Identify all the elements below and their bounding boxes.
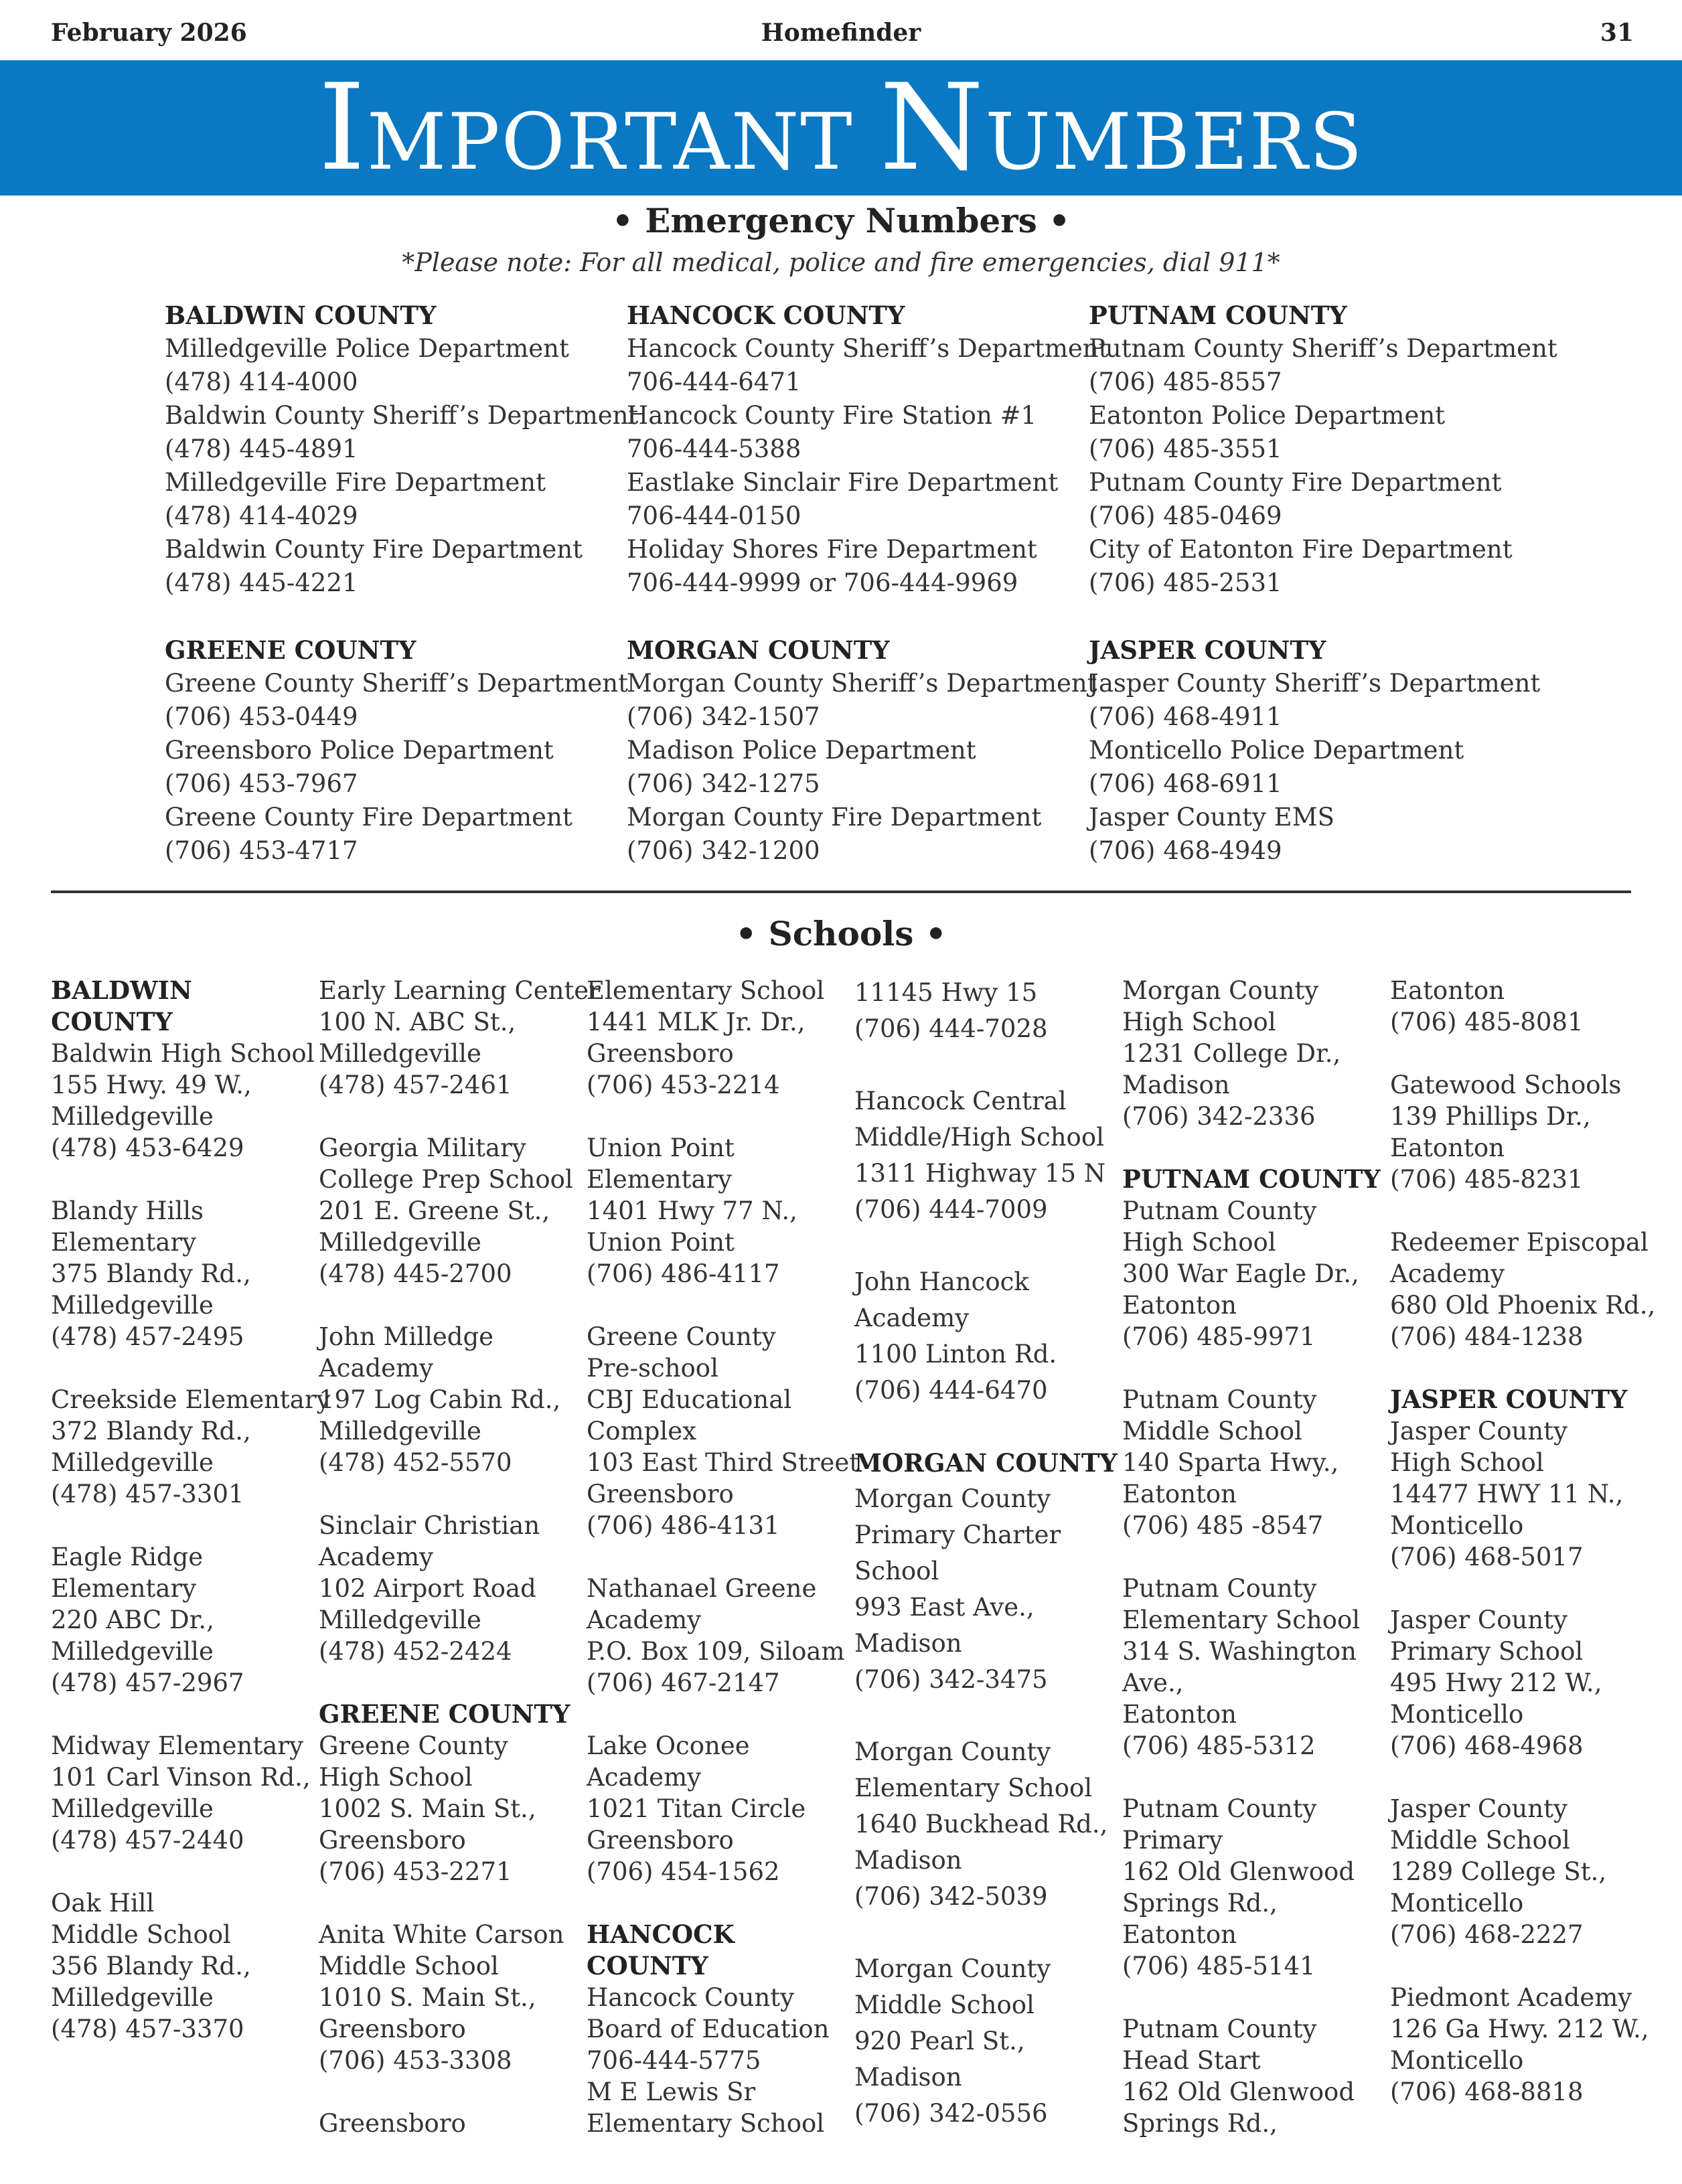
schools-column xyxy=(1390,975,1656,2108)
school-entry-line: Monticello xyxy=(1390,2046,1524,2075)
emergency-entry: Greensboro Police Department xyxy=(165,736,554,765)
school-entry-line: (706) 342-5039 xyxy=(854,1882,1048,1911)
school-entry-line: Greensboro xyxy=(587,1039,734,1068)
county-heading: BALDWIN COUNTY xyxy=(165,301,437,330)
school-entry-line: 680 Old Phoenix Rd., xyxy=(1390,1291,1656,1320)
school-entry-line: Academy xyxy=(1390,1259,1505,1288)
school-entry-line: Oak Hill xyxy=(51,1889,155,1918)
school-entry-line: Morgan County xyxy=(854,1484,1051,1513)
entry-spacer xyxy=(1122,1541,1383,1573)
school-entry-line: Primary xyxy=(1122,1826,1223,1855)
emergency-entry: Eatonton Police Department xyxy=(1089,401,1446,430)
issue-date: February 2026 xyxy=(51,19,247,47)
schools-column xyxy=(319,975,601,2139)
county-heading: COUNTY xyxy=(51,1007,173,1036)
school-entry-line: (706) 453-2214 xyxy=(587,1071,780,1099)
emergency-entry: (706) 453-0449 xyxy=(165,702,358,731)
school-entry-line: Greensboro xyxy=(319,2015,466,2043)
emergency-county-block xyxy=(1089,299,1557,600)
school-entry-line: (478) 452-5570 xyxy=(319,1448,512,1477)
school-entry-line: Primary School xyxy=(1390,1637,1584,1666)
entry-spacer xyxy=(51,1352,312,1384)
school-entry-line: School xyxy=(854,1557,939,1585)
school-entry-line: (478) 457-2440 xyxy=(51,1826,244,1855)
school-entry-line: Piedmont Academy xyxy=(1390,1983,1632,2012)
emergency-entry: Monticello Police Department xyxy=(1089,736,1464,765)
entry-spacer xyxy=(587,1541,848,1573)
school-entry-line: 162 Old Glenwood xyxy=(1122,2078,1355,2106)
school-entry-line: 220 ABC Dr., xyxy=(51,1606,214,1634)
school-entry-line: Complex xyxy=(587,1417,696,1446)
school-entry-line: 102 Airport Road xyxy=(319,1574,536,1603)
school-entry-line: Greensboro xyxy=(319,2109,466,2138)
entry-spacer xyxy=(854,1409,1116,1445)
emergency-county-block xyxy=(1089,633,1544,868)
entry-spacer xyxy=(319,1887,580,1919)
emergency-entry: (478) 414-4029 xyxy=(165,501,358,530)
school-entry-line: Milledgeville xyxy=(319,1417,481,1446)
emergency-entry: Greene County Fire Department xyxy=(165,803,572,832)
school-entry-line: (706) 485 -8547 xyxy=(1122,1511,1324,1540)
school-entry-line: 993 East Ave., xyxy=(854,1593,1035,1622)
emergency-entry: Eastlake Sinclair Fire Department xyxy=(627,468,1059,497)
school-entry-line: Elementary xyxy=(51,1574,197,1603)
school-entry-line: (706) 485-8231 xyxy=(1390,1165,1584,1194)
school-entry-line: 356 Blandy Rd., xyxy=(51,1952,251,1980)
school-entry-line: Academy xyxy=(319,1354,434,1383)
school-entry-line: (478) 457-2495 xyxy=(51,1322,244,1351)
school-entry-line: Middle School xyxy=(854,1991,1035,2019)
county-heading: PUTNAM COUNTY xyxy=(1089,301,1347,330)
school-entry-line: Springs Rd., xyxy=(1122,2109,1278,2138)
county-heading: GREENE COUNTY xyxy=(165,635,416,665)
entry-spacer xyxy=(854,1228,1116,1264)
school-entry-line: Milledgeville xyxy=(51,1637,214,1666)
emergency-entry: (706) 342-1507 xyxy=(627,702,820,731)
entry-spacer xyxy=(51,1510,312,1541)
school-entry-line: Milledgeville xyxy=(51,1102,214,1131)
emergency-county-block xyxy=(627,299,1109,600)
school-entry-line: (706) 468-5017 xyxy=(1390,1543,1584,1571)
title-banner xyxy=(0,60,1682,196)
school-entry-line: Middle School xyxy=(319,1952,499,1980)
school-entry-line: (478) 453-6429 xyxy=(51,1134,244,1162)
emergency-entry: 706-444-0150 xyxy=(627,501,801,530)
school-entry-line: Union Point xyxy=(587,1134,735,1162)
entry-spacer xyxy=(51,1856,312,1887)
school-entry-line: 201 E. Greene St., xyxy=(319,1196,550,1225)
school-entry-line: 1100 Linton Rd. xyxy=(854,1340,1057,1369)
schools-column xyxy=(854,975,1116,2132)
entry-spacer xyxy=(1122,1762,1383,1793)
school-entry-line: Elementary xyxy=(587,1165,733,1194)
school-entry-line: Middle School xyxy=(51,1920,231,1949)
school-entry-line: Nathanael Greene xyxy=(587,1574,817,1603)
emergency-entry: Jasper County EMS xyxy=(1089,803,1334,832)
entry-spacer xyxy=(854,1047,1116,1083)
school-entry-line: Pre-school xyxy=(587,1354,718,1383)
school-entry-line: (706) 454-1562 xyxy=(587,1857,780,1886)
school-entry-line: 1289 College St., xyxy=(1390,1857,1607,1886)
entry-spacer xyxy=(1390,1573,1651,1604)
school-entry-line: (706) 444-7028 xyxy=(854,1014,1048,1043)
school-entry-line: 706-444-5775 xyxy=(587,2046,761,2075)
school-entry-line: (706) 485-5312 xyxy=(1122,1731,1316,1760)
school-entry-line: 197 Log Cabin Rd., xyxy=(319,1385,561,1414)
emergency-entry: (706) 453-7967 xyxy=(165,769,358,798)
school-entry-line: 1401 Hwy 77 N., xyxy=(587,1196,797,1225)
entry-spacer xyxy=(1122,1132,1383,1164)
school-entry-line: Milledgeville xyxy=(319,1228,481,1257)
emergency-entry: (706) 485-2531 xyxy=(1089,568,1282,597)
school-entry-line: Academy xyxy=(587,1606,702,1634)
emergency-entry: Hancock County Fire Station #1 xyxy=(627,401,1037,430)
emergency-entry: (706) 485-3551 xyxy=(1089,435,1282,463)
school-entry-line: Sinclair Christian xyxy=(319,1511,540,1540)
school-entry-line: College Prep School xyxy=(319,1165,573,1194)
school-entry-line: 1002 S. Main St., xyxy=(319,1794,536,1823)
school-entry-line: High School xyxy=(1122,1008,1276,1036)
school-entry-line: Putnam County xyxy=(1122,2015,1317,2043)
county-heading: GREENE COUNTY xyxy=(319,1699,570,1729)
entry-spacer xyxy=(587,1699,848,1730)
school-entry-line: 372 Blandy Rd., xyxy=(51,1417,251,1446)
school-entry-line: Eatonton xyxy=(1122,1480,1237,1508)
school-entry-line: Monticello xyxy=(1390,1889,1524,1918)
school-entry-line: (706) 486-4131 xyxy=(587,1511,780,1540)
school-entry-line: John Hancock xyxy=(854,1267,1029,1296)
school-entry-line: (706) 342-3475 xyxy=(854,1665,1048,1694)
school-entry-line: 139 Phillips Dr., xyxy=(1390,1102,1591,1131)
school-entry-line: 140 Sparta Hwy., xyxy=(1122,1448,1339,1477)
school-entry-line: Georgia Military xyxy=(319,1134,526,1162)
school-entry-line: Monticello xyxy=(1390,1511,1524,1540)
county-heading: MORGAN COUNTY xyxy=(627,635,890,665)
school-entry-line: Academy xyxy=(587,1763,702,1792)
school-entry-line: 495 Hwy 212 W., xyxy=(1390,1668,1602,1697)
emergency-entry: 706-444-6471 xyxy=(627,368,801,396)
school-entry-line: (478) 457-2461 xyxy=(319,1071,512,1099)
entry-spacer xyxy=(854,1698,1116,1734)
county-heading: BALDWIN xyxy=(51,976,192,1005)
emergency-entry: (706) 468-4911 xyxy=(1089,702,1282,731)
school-entry-line: High School xyxy=(1390,1448,1544,1477)
emergency-entry: (706) 485-0469 xyxy=(1089,501,1282,530)
entry-spacer xyxy=(1122,1352,1383,1384)
emergency-note: *Please note: For all medical, police and fire emergencies, dial 911* xyxy=(402,248,1280,277)
school-entry-line: Putnam County xyxy=(1122,1574,1317,1603)
emergency-entry: (478) 414-4000 xyxy=(165,368,358,396)
school-entry-line: 101 Carl Vinson Rd., xyxy=(51,1763,311,1792)
school-entry-line: Madison xyxy=(854,2063,962,2092)
school-entry-line: 155 Hwy. 49 W., xyxy=(51,1071,252,1099)
school-entry-line: Jasper County xyxy=(1390,1606,1568,1634)
school-entry-line: Primary Charter xyxy=(854,1520,1061,1549)
school-entry-line: Academy xyxy=(319,1543,434,1571)
school-entry-line: Head Start xyxy=(1122,2046,1261,2075)
county-heading: JASPER COUNTY xyxy=(1089,635,1326,665)
school-entry-line: 11145 Hwy 15 xyxy=(854,978,1038,1007)
school-entry-line: Gatewood Schools xyxy=(1390,1071,1622,1099)
emergency-entry: (478) 445-4221 xyxy=(165,568,358,597)
entry-spacer xyxy=(854,1915,1116,1951)
emergency-entry: Milledgeville Fire Department xyxy=(165,468,546,497)
school-entry-line: Milledgeville xyxy=(319,1039,481,1068)
county-heading: COUNTY xyxy=(587,1951,708,1980)
school-entry-line: Jasper County xyxy=(1390,1794,1568,1823)
school-entry-line: Middle School xyxy=(1390,1826,1570,1855)
school-entry-line: Eagle Ridge xyxy=(51,1543,204,1571)
entry-spacer xyxy=(51,1699,312,1730)
school-entry-line: CBJ Educational xyxy=(587,1385,792,1414)
school-entry-line: Blandy Hills xyxy=(51,1196,204,1225)
emergency-entry: Greene County Sheriff’s Department xyxy=(165,669,628,698)
school-entry-line: Madison xyxy=(854,1629,962,1658)
entry-spacer xyxy=(1390,1950,1651,1982)
school-entry-line: Redeemer Episcopal xyxy=(1390,1228,1649,1257)
school-entry-line: (706) 468-2227 xyxy=(1390,1920,1584,1949)
entry-spacer xyxy=(587,1290,848,1321)
emergency-entry: Baldwin County Fire Department xyxy=(165,535,583,564)
school-entry-line: Milledgeville xyxy=(51,1291,214,1320)
school-entry-line: Eatonton xyxy=(1122,1291,1237,1320)
school-entry-line: Hancock Central xyxy=(854,1087,1067,1115)
school-entry-line: Jasper County xyxy=(1390,1417,1568,1446)
school-entry-line: High School xyxy=(1122,1228,1276,1257)
school-entry-line: Anita White Carson xyxy=(319,1920,564,1949)
school-entry-line: 1640 Buckhead Rd., xyxy=(854,1810,1108,1839)
emergency-county-block xyxy=(627,633,1097,868)
schools-column xyxy=(587,975,860,2139)
emergency-entry: Hancock County Sheriff’s Department xyxy=(627,334,1109,363)
school-entry-line: (706) 467-2147 xyxy=(587,1668,780,1697)
emergency-entry: (706) 485-8557 xyxy=(1089,368,1282,396)
school-entry-line: (478) 452-2424 xyxy=(319,1637,512,1666)
school-entry-line: 162 Old Glenwood xyxy=(1122,1857,1355,1886)
school-entry-line: Milledgeville xyxy=(319,1606,481,1634)
schools-column xyxy=(1122,975,1383,2139)
school-entry-line: (706) 453-2271 xyxy=(319,1857,512,1886)
county-heading: HANCOCK COUNTY xyxy=(627,301,905,330)
school-entry-line: Creekside Elementary xyxy=(51,1385,331,1414)
school-entry-line: Board of Education xyxy=(587,2015,830,2043)
school-entry-line: (706) 453-3308 xyxy=(319,2046,512,2075)
entry-spacer xyxy=(51,1164,312,1195)
school-entry-line: Morgan County xyxy=(1122,976,1319,1005)
school-entry-line: 375 Blandy Rd., xyxy=(51,1259,251,1288)
school-entry-line: Early Learning Center xyxy=(319,976,601,1005)
school-entry-line: (706) 342-2336 xyxy=(1122,1102,1316,1131)
entry-spacer xyxy=(587,1101,848,1132)
school-entry-line: Eatonton xyxy=(1390,1134,1505,1162)
county-heading: JASPER COUNTY xyxy=(1390,1385,1628,1414)
school-entry-line: Midway Elementary xyxy=(51,1731,303,1760)
emergency-entry: (706) 468-6911 xyxy=(1089,769,1282,798)
school-entry-line: 920 Pearl St., xyxy=(854,2027,1025,2055)
school-entry-line: Middle School xyxy=(1122,1417,1302,1446)
school-entry-line: Morgan County xyxy=(854,1954,1051,1983)
school-entry-line: (706) 342-0556 xyxy=(854,2099,1048,2128)
school-entry-line: 14477 HWY 11 N., xyxy=(1390,1480,1624,1508)
school-entry-line: Morgan County xyxy=(854,1737,1051,1766)
school-entry-line: Union Point xyxy=(587,1228,735,1257)
school-entry-line: 126 Ga Hwy. 212 W., xyxy=(1390,2015,1649,2043)
school-entry-line: Greensboro xyxy=(587,1480,734,1508)
school-entry-line: Madison xyxy=(1122,1071,1230,1099)
entry-spacer xyxy=(319,1478,580,1510)
school-entry-line: (706) 468-8818 xyxy=(1390,2078,1584,2106)
school-entry-line: Putnam County xyxy=(1122,1794,1317,1823)
school-entry-line: (706) 444-6470 xyxy=(854,1376,1048,1405)
school-entry-line: (478) 445-2700 xyxy=(319,1259,512,1288)
school-entry-line: 1441 MLK Jr. Dr., xyxy=(587,1008,806,1036)
emergency-county-block xyxy=(165,633,628,868)
entry-spacer xyxy=(1122,1982,1383,2013)
school-entry-line: Greene County xyxy=(587,1322,776,1351)
school-entry-line: Academy xyxy=(854,1304,970,1332)
school-entry-line: M E Lewis Sr xyxy=(587,2078,756,2106)
school-entry-line: Milledgeville xyxy=(51,1448,214,1477)
emergency-entry: Morgan County Fire Department xyxy=(627,803,1042,832)
school-entry-line: 314 S. Washington xyxy=(1122,1637,1357,1666)
school-entry-line: 1311 Highway 15 N xyxy=(854,1159,1106,1188)
school-entry-line: Elementary xyxy=(51,1228,197,1257)
schools-section-title: • Schools • xyxy=(735,914,947,953)
entry-spacer xyxy=(1390,1762,1651,1793)
county-heading: PUTNAM COUNTY xyxy=(1122,1164,1381,1194)
school-entry-line: (706) 468-4968 xyxy=(1390,1731,1584,1760)
school-entry-line: 1021 Titan Circle xyxy=(587,1794,806,1823)
school-entry-line: Greensboro xyxy=(319,1826,466,1855)
school-entry-line: Monticello xyxy=(1390,1700,1524,1729)
school-entry-line: (478) 457-3301 xyxy=(51,1480,244,1508)
entry-spacer xyxy=(319,1101,580,1132)
emergency-entry: City of Eatonton Fire Department xyxy=(1089,535,1513,564)
publication-name: Homefinder xyxy=(761,19,921,47)
school-entry-line: Springs Rd., xyxy=(1122,1889,1278,1918)
school-entry-line: Hancock County xyxy=(587,1983,795,2012)
entry-spacer xyxy=(1390,1038,1651,1069)
emergency-section-title: • Emergency Numbers • xyxy=(611,201,1071,240)
school-entry-line: Lake Oconee xyxy=(587,1731,750,1760)
school-entry-line: (478) 457-3370 xyxy=(51,2015,244,2043)
school-entry-line: Milledgeville xyxy=(51,1794,214,1823)
emergency-entry: (706) 468-4949 xyxy=(1089,836,1282,865)
school-entry-line: (706) 444-7009 xyxy=(854,1195,1048,1224)
school-entry-line: 300 War Eagle Dr., xyxy=(1122,1259,1359,1288)
page-title: IMPORTANT NUMBERS xyxy=(318,58,1364,197)
school-entry-line: 103 East Third Street xyxy=(587,1448,860,1477)
school-entry-line: (478) 457-2967 xyxy=(51,1668,244,1697)
school-entry-line: Eatonton xyxy=(1122,1920,1237,1949)
school-entry-line: (706) 485-9971 xyxy=(1122,1322,1316,1351)
school-entry-line: Greensboro xyxy=(587,1826,734,1855)
emergency-entry: Putnam County Sheriff’s Department xyxy=(1089,334,1557,363)
entry-spacer xyxy=(319,2076,580,2108)
school-entry-line: Elementary School xyxy=(854,1774,1093,1802)
entry-spacer xyxy=(319,1667,580,1699)
school-entry-line: 1010 S. Main St., xyxy=(319,1983,536,2012)
emergency-entry: Baldwin County Sheriff’s Department xyxy=(165,401,639,430)
school-entry-line: Middle/High School xyxy=(854,1123,1104,1152)
school-entry-line: Ave., xyxy=(1122,1668,1184,1697)
school-entry-line: (706) 485-5141 xyxy=(1122,1952,1316,1980)
school-entry-line: Elementary School xyxy=(587,976,825,1005)
school-entry-line: Eatonton xyxy=(1122,1700,1237,1729)
emergency-entry: 706-444-5388 xyxy=(627,435,801,463)
school-entry-line: 100 N. ABC St., xyxy=(319,1008,516,1036)
emergency-county-block xyxy=(165,299,639,600)
emergency-entry: Milledgeville Police Department xyxy=(165,334,569,363)
school-entry-line: Milledgeville xyxy=(51,1983,214,2012)
school-entry-line: Baldwin High School xyxy=(51,1039,315,1068)
school-entry-line: Madison xyxy=(854,1846,962,1875)
school-entry-line: (706) 484-1238 xyxy=(1390,1322,1584,1351)
section-divider xyxy=(51,890,1631,893)
emergency-entry: (706) 453-4717 xyxy=(165,836,358,865)
county-heading: MORGAN COUNTY xyxy=(854,1448,1118,1478)
emergency-entry: Putnam County Fire Department xyxy=(1089,468,1502,497)
school-entry-line: Elementary School xyxy=(1122,1606,1361,1634)
school-entry-line: Putnam County xyxy=(1122,1385,1317,1414)
schools-column xyxy=(51,975,331,2045)
school-entry-line: Greene County xyxy=(319,1731,508,1760)
school-entry-line: P.O. Box 109, Siloam xyxy=(587,1637,845,1666)
county-heading: HANCOCK xyxy=(587,1920,735,1949)
school-entry-line: Eatonton xyxy=(1390,976,1505,1005)
school-entry-line: Elementary School xyxy=(587,2109,825,2138)
entry-spacer xyxy=(587,1887,848,1919)
school-entry-line: Putnam County xyxy=(1122,1196,1317,1225)
emergency-entry: Jasper County Sheriff’s Department xyxy=(1089,669,1541,698)
school-entry-line: 1231 College Dr., xyxy=(1122,1039,1341,1068)
school-entry-line: John Milledge xyxy=(319,1322,494,1351)
emergency-entry: (706) 342-1200 xyxy=(627,836,820,865)
emergency-entry: Holiday Shores Fire Department xyxy=(627,535,1037,564)
school-entry-line: (706) 486-4117 xyxy=(587,1259,780,1288)
school-entry-line: (706) 485-8081 xyxy=(1390,1008,1584,1036)
entry-spacer xyxy=(319,1290,580,1321)
emergency-entry: Madison Police Department xyxy=(627,736,976,765)
emergency-entry: 706-444-9999 or 706-444-9969 xyxy=(627,568,1018,597)
emergency-entry: Morgan County Sheriff’s Department xyxy=(627,669,1097,698)
page-number: 31 xyxy=(1600,19,1634,47)
entry-spacer xyxy=(1390,1352,1651,1384)
emergency-entry: (478) 445-4891 xyxy=(165,435,358,463)
entry-spacer xyxy=(1390,1195,1651,1227)
emergency-entry: (706) 342-1275 xyxy=(627,769,820,798)
school-entry-line: High School xyxy=(319,1763,473,1792)
